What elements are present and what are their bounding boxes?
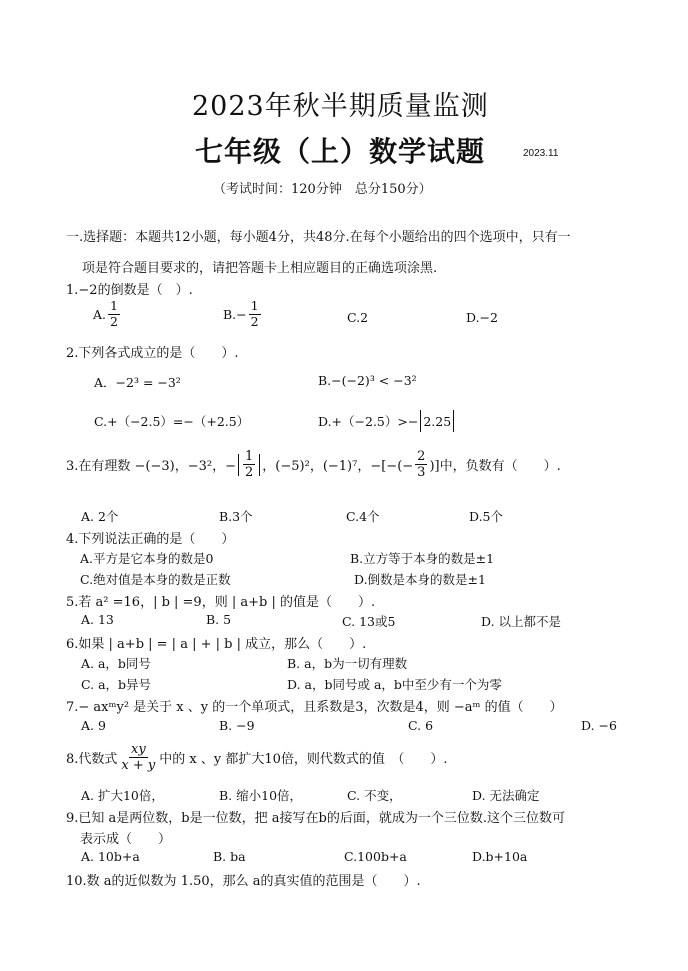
- q8-fraction: [119, 743, 157, 772]
- q3-fraction-1-den: 2: [245, 465, 254, 480]
- q3-fraction-2-den: 3: [417, 465, 426, 480]
- q7-option-a: A. 9: [81, 718, 106, 733]
- q2-option-a: A．−2³ = −3²: [94, 375, 181, 390]
- q8-option-c: C. 不变，: [347, 788, 402, 803]
- q1-fraction-a: [108, 300, 120, 328]
- q3-stem-pre: 3.在有理数 −(−3)，−3²，−: [66, 459, 237, 474]
- q5-option-a: A. 13: [81, 612, 114, 627]
- q8-stem: [66, 743, 448, 772]
- q3-fraction-2: [415, 450, 427, 479]
- q3-stem-post: )]中，负数有（ ）.: [429, 459, 561, 474]
- exam-date: 2023.11: [523, 148, 559, 159]
- q1-option-b-label: B.−: [223, 306, 247, 322]
- q10-stem: 10.数 a的近似数为 1.50，那么 a的真实值的范围是（ ）.: [66, 874, 421, 889]
- q9-option-b: B. ba: [213, 849, 246, 864]
- q9-stem-line2: 表示成（ ）: [80, 832, 172, 847]
- section-intro-line2: 项是符合题目要求的，请把答题卡上相应题目的正确选项涂黑.: [82, 261, 438, 276]
- exam-subtitle: 七年级（上）数学试题: [195, 135, 486, 168]
- q7-option-d: D. −6: [581, 718, 617, 733]
- q1-fraction-a-den: 2: [110, 313, 118, 329]
- exam-title: 2023年秋半期质量监测: [192, 91, 489, 122]
- q8-option-d: D. 无法确定: [472, 788, 540, 803]
- q9-option-c: C.100b+a: [344, 849, 407, 864]
- q6-option-d: D. a，b同号或 a，b中至少有一个为零: [287, 677, 502, 692]
- q1-fraction-b: [249, 300, 261, 328]
- exam-info: （考试时间：120分钟 总分150分）: [213, 182, 432, 197]
- q3-abs-bar-left: [238, 454, 239, 476]
- q9-option-a: A. 10b+a: [81, 849, 140, 864]
- q8-stem-pre: 8.代数式: [66, 752, 118, 767]
- q9-option-d: D.b+10a: [472, 849, 528, 864]
- q1-option-b: [223, 300, 263, 328]
- q4-option-d: D.倒数是本身的数是±1: [354, 572, 486, 587]
- q3-option-d: D.5个: [469, 509, 504, 524]
- q4-stem: 4.下列说法正确的是（ ）: [66, 532, 235, 547]
- q5-option-d: D. 以上都不是: [481, 614, 562, 629]
- q2-option-b: B.−(−2)³ < −3²: [318, 373, 417, 388]
- q6-option-a: A. a，b同号: [81, 656, 151, 671]
- abs-bar-right: [453, 410, 454, 432]
- q2-option-d-label: D.+（−2.5）>−: [318, 414, 419, 429]
- q8-option-b: B. 缩小10倍，: [219, 788, 303, 803]
- abs-bar-left: [420, 410, 421, 432]
- q3-stem-mid: ，(−5)²，(−1)⁷，−[−(−: [262, 459, 414, 474]
- q3-fraction-1-num: 1: [245, 449, 254, 464]
- q8-fraction-num: xy: [130, 742, 146, 757]
- q3-fraction-2-num: 2: [417, 449, 426, 464]
- q1-fraction-a-num: 1: [110, 298, 118, 313]
- q5-option-c: C. 13或5: [342, 614, 396, 629]
- q2-option-d: [318, 410, 456, 432]
- q5-option-b: B. 5: [206, 612, 232, 627]
- q1-fraction-b-num: 1: [250, 298, 259, 313]
- q1-stem: 1.−2的倒数是（ ）.: [66, 283, 193, 298]
- q8-option-a: A. 扩大10倍，: [81, 788, 164, 803]
- q6-stem: 6.如果 | a+b | = | a | + | b | 成立，那么（ ）.: [66, 637, 367, 652]
- q7-option-c: C. 6: [408, 718, 434, 733]
- q4-option-a: A.平方是它本身的数是0: [80, 551, 214, 566]
- q8-stem-post: 中的 x 、y 都扩大10倍，则代数式的值 （ ）.: [159, 752, 448, 767]
- q3-stem: [66, 450, 561, 479]
- q3-fraction-1: [243, 450, 255, 479]
- q6-option-b: B. a，b为一切有理数: [287, 656, 408, 671]
- q2-option-c: C.+（−2.5）=−（+2.5）: [94, 414, 250, 429]
- q4-option-c: C.绝对值是本身的数是正数: [80, 572, 231, 587]
- q1-option-a-label: A.: [93, 306, 107, 322]
- q1-option-d: D.−2: [466, 310, 498, 325]
- q1-option-c: C.2: [347, 310, 369, 325]
- q2-stem: 2.下列各式成立的是（ ）.: [66, 346, 239, 361]
- q4-option-b: B.立方等于本身的数是±1: [350, 551, 495, 566]
- q2-option-d-tail: 2.25: [423, 413, 452, 429]
- q3-option-a: A. 2个: [81, 509, 119, 524]
- q3-option-c: C.4个: [346, 509, 380, 524]
- q7-stem: 7.− axᵐy² 是关于 x 、y 的一个单项式，且系数是3，次数是4，则 −aᵐ 的值（ ）: [66, 700, 563, 715]
- q5-stem: 5.若 a² =16，| b | =9，则 | a+b | 的值是（ ）.: [66, 595, 376, 610]
- q8-fraction-den: x + y: [121, 758, 156, 773]
- q6-option-c: C. a，b异号: [81, 677, 152, 692]
- q3-option-b: B.3个: [219, 509, 253, 524]
- q1-option-a: [93, 300, 122, 328]
- q7-option-b: B. −9: [219, 718, 255, 733]
- section-intro-line1: 一.选择题：本题共12小题，每小题4分，共48分.在每个小题给出的四个选项中，只有一: [66, 230, 571, 245]
- q1-fraction-b-den: 2: [250, 313, 259, 329]
- q3-abs-bar-right: [259, 454, 260, 476]
- q9-stem-line1: 9.已知 a是两位数，b是一位数，把 a接写在b的后面，就成为一个三位数.这个三位数可: [66, 811, 565, 826]
